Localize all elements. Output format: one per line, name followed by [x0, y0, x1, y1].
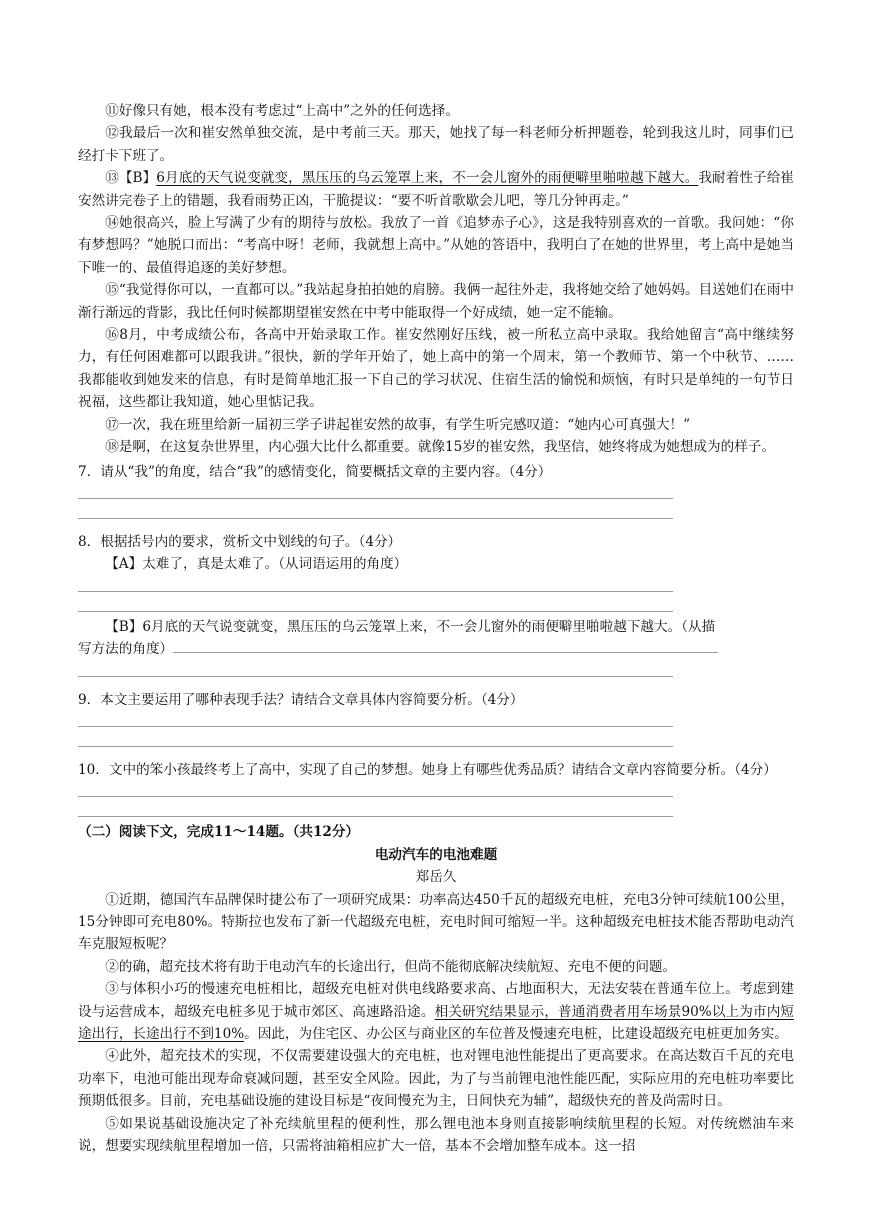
article-paragraph-4: ④此外，超充技术的实现，不仅需要建设强大的充电桩，也对锂电池性能提出了更高要求。在高达数百千瓦的充电功率下，电池可能出现寿命衰减问题，甚至安全风险。因此，为了与当前锂电池性能匹配，实际应用的充电桩功率要比预期低很多。目前，充电基础设施的建设目标是“夜间慢充为主，日间快充为辅”，超级快充的普及尚需时日。 [78, 1048, 794, 1110]
article-paragraph-3: ③与体积小巧的慢速充电桩相比，超级充电桩对供电线路要求高、占地面积大，无法安装在普通车位上。考虑到建设与运营成本，超级充电桩多见于城市郊区、高速路沿途。相关研究结果显示，普通消费者用车场景90%以上为市内短途出行，长途出行不到10%。因此，为住宅区、办公区与商业区的车位普及慢速充电桩，比建设超级充电桩更加务实。 [78, 981, 794, 1042]
article-paragraph-5: ⑤如果说基础设施决定了补充续航里程的便利性，那么锂电池本身则直接影响续航里程的长短。对传统燃油车来说，想要实现续航里程增加一倍，只需将油箱相应扩大一倍，基本不会增加整车成本。这一招 [78, 1115, 794, 1155]
paragraph-13-rest: 我耐着性子给崔安然讲完卷子上的错题，我看雨势正凶，干脆提议：“要不听首歌歇会儿吧，等几分钟再走。” [78, 170, 795, 209]
question-9: 9．本文主要运用了哪种表现手法？请结合文章具体内容简要分析。（4分） [78, 691, 524, 708]
answer-line[interactable] [78, 781, 794, 801]
article-paragraph-2: ②的确，超充技术将有助于电动汽车的长途出行，但尚不能彻底解决续航短、充电不便的问题。 [105, 958, 677, 975]
article-title: 电动汽车的电池难题 [374, 846, 498, 863]
answer-line[interactable] [78, 483, 794, 503]
question-8b-tail: 写方法的角度） [78, 638, 794, 660]
underlined-sentence-b: 6月底的天气说变就变，黑压压的乌云笼罩上来，不一会儿窗外的雨便噼里啪啦越下越大。 [156, 170, 699, 187]
answer-line[interactable] [78, 596, 794, 616]
answer-line[interactable] [78, 801, 794, 821]
paragraph-17: ⑰一次，我在班里给新一届初三学子讲起崔安然的故事，有学生听完感叹道：“她内心可真强大！” [105, 416, 691, 433]
answer-line[interactable] [78, 711, 794, 731]
paragraph-12: ⑫我最后一次和崔安然单独交流，是中考前三天。那天，她找了每一科老师分析押题卷，轮到我这儿时，同事们已经打卡下班了。 [78, 125, 794, 164]
article-paragraph-1: ①近期，德国汽车品牌保时捷公布了一项研究成果：功率高达450千瓦的超级充电桩，充电3分钟可续航100公里，15分钟即可充电80%。特斯拉也发布了新一代超级充电桩，充电时间可缩短一半。这种超级充电桩技术能否帮助电动汽车克服短板呢？ [78, 891, 794, 953]
paragraph-16: ⑯8月，中考成绩公布，各高中开始录取工作。崔安然刚好压线，被一所私立高中录取。我给她留言“高中继续努力，有任何困难都可以跟我讲。”很快，新的学年开始了，她上高中的第一个周末，第一个教师节、第一个中秋节、……我都能收到她发来的信息，有时是简单地汇报一下自己的学习状况、住宿生活的愉悦和烦恼，有时只是单纯的一句节日祝福，这些都让我知道，她心里惦记我。 [78, 327, 794, 411]
paragraph-13 [78, 167, 794, 212]
paragraph-11: ⑪好像只有她，根本没有考虑过“上高中”之外的任何选择。 [105, 103, 459, 119]
question-7: 7．请从“我”的角度，结合“我”的感情变化，简要概括文章的主要内容。（4分） [78, 463, 552, 480]
answer-line[interactable] [78, 503, 794, 523]
answer-line[interactable] [78, 731, 794, 751]
question-10: 10．文中的笨小孩最终考上了高中，实现了自己的梦想。她身上有哪些优秀品质？请结合文章内容简要分析。（4分） [78, 761, 777, 778]
answer-line[interactable] [78, 661, 794, 681]
paragraph-15: ⑮“我觉得你可以，一直都可以。”我站起身拍拍她的肩膀。我俩一起往外走，我将她交给了她妈妈。目送她们在雨中渐行渐远的背影，我比任何时候都期望崔安然在中考中能取得一个好成绩，她一定不能输。 [78, 282, 794, 321]
paragraph-18: ⑱是啊，在这复杂世界里，内心强大比什么都重要。就像15岁的崔安然，我坚信，她终将成为她想成为的样子。 [105, 439, 775, 456]
question-8: 8．根据括号内的要求，赏析文中划线的句子。（4分） [78, 533, 402, 550]
article-author: 郑岳久 [415, 869, 457, 886]
exam-page [78, 100, 794, 1157]
paragraph-14: ⑭她很高兴，脸上写满了少有的期待与放松。我放了一首《追梦赤子心》，这是我特别喜欢的一首歌。我问她：“你有梦想吗？”她脱口而出：“考高中呀！老师，我就想上高中。”从她的答语中，我明白了在她的世界里，考上高中是她当下唯一的、最值得追逐的美好梦想。 [78, 215, 794, 276]
question-8b: 【B】6月底的天气说变就变，黑压压的乌云笼罩上来，不一会儿窗外的雨便噼里啪啦越下越大。（从描 [105, 618, 716, 635]
underlined-sentence-article: 相关研究结果显示，普通消费者用车场景90%以上为市内短途出行，长途出行不到10% [78, 1003, 794, 1042]
question-8a: 【A】太难了，真是太难了。（从词语运用的角度） [105, 556, 408, 573]
answer-line[interactable] [173, 638, 718, 653]
section-2-heading: （二）阅读下文，完成11～14题。（共12分） [78, 824, 360, 841]
marker-b: ⑬【B】 [105, 170, 157, 187]
answer-line[interactable] [78, 576, 794, 596]
